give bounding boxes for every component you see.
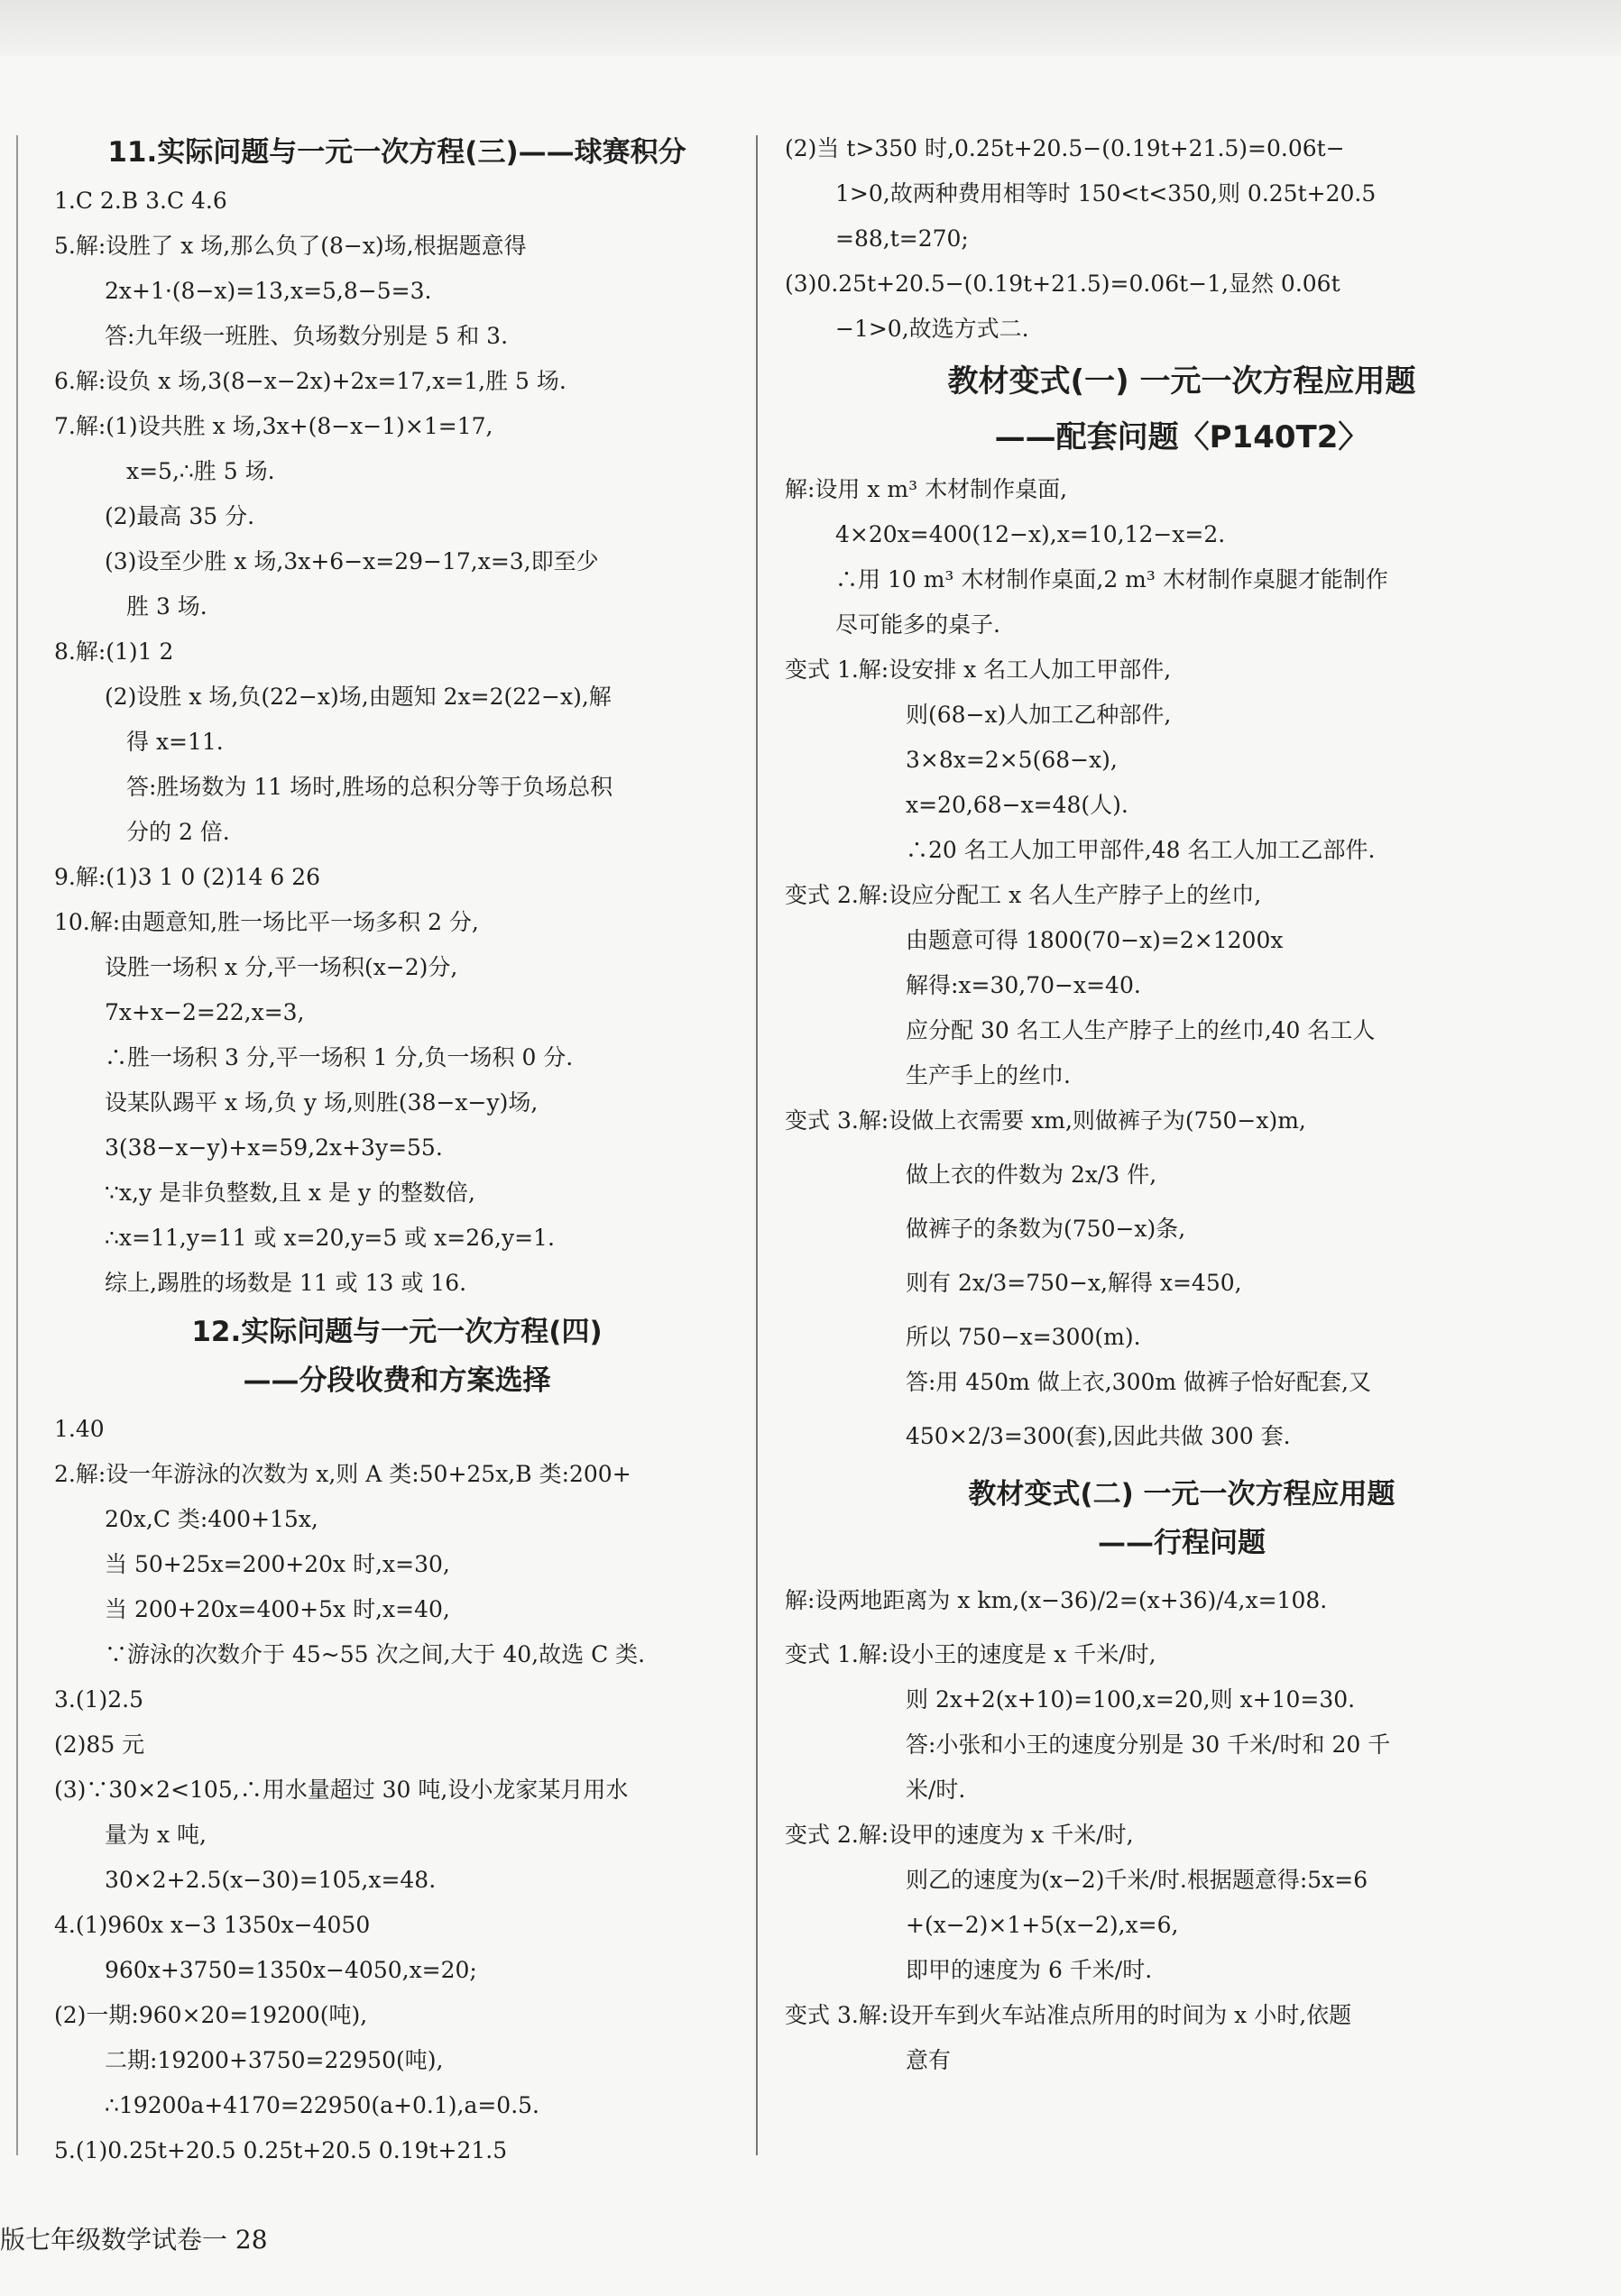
answer-line: 30×2+2.5(x−30)=105,x=48. [105, 1867, 437, 1893]
answer-line: 960x+3750=1350x−4050,x=20; [105, 1957, 477, 1983]
answer-line: 答:九年级一班胜、负场数分别是 5 和 3. [105, 323, 509, 349]
answer-line: 则(68−x)人加工乙种部件, [906, 702, 1172, 728]
answer-line: 当 200+20x=400+5x 时,x=40, [105, 1596, 450, 1622]
answer-line: 解:设用 x m³ 木材制作桌面, [785, 476, 1068, 502]
answer-line: 4×20x=400(12−x),x=10,12−x=2. [835, 521, 1226, 547]
answer-line: 3(38−x−y)+x=59,2x+3y=55. [105, 1134, 443, 1161]
section-title-variant-1: 教材变式(一) 一元一次方程应用题 [947, 363, 1416, 400]
answer-line: 二期:19200+3750=22950(吨), [105, 2047, 444, 2073]
answer-line: 设胜一场积 x 分,平一场积(x−2)分, [105, 954, 458, 980]
answer-line: 3.(1)2.5 [54, 1686, 144, 1713]
answer-line: 1.C 2.B 3.C 4.6 [54, 188, 227, 214]
section-subtitle-variant-1: ——配套问题〈P140T2〉 [994, 419, 1369, 455]
answer-line: 胜 3 场. [126, 593, 207, 620]
answer-line: 解得:x=30,70−x=40. [906, 972, 1141, 998]
answer-line: 答:胜场数为 11 场时,胜场的总积分等于负场总积 [126, 774, 613, 800]
page-footer: 版七年级数学试卷一 28 [0, 2225, 268, 2255]
answer-line: x=20,68−x=48(人). [906, 792, 1128, 818]
column-divider [756, 135, 758, 2155]
answer-line: 即甲的速度为 6 千米/时. [906, 1957, 1153, 1983]
answer-line: 答:小张和小王的速度分别是 30 千米/时和 20 千 [906, 1731, 1391, 1758]
answer-line: 量为 x 吨, [105, 1822, 207, 1848]
answer-line: (2)最高 35 分. [105, 503, 255, 529]
section-title-variant-2: 教材变式(二) 一元一次方程应用题 [968, 1478, 1395, 1511]
answer-line: 20x,C 类:400+15x, [105, 1506, 318, 1532]
answer-line: 解:设两地距离为 x km,(x−36)/2=(x+36)/4,x=108. [785, 1587, 1328, 1613]
answer-line: =88,t=270; [835, 225, 969, 252]
answer-line: 米/时. [906, 1777, 966, 1803]
section-subtitle-12: ——分段收费和方案选择 [243, 1364, 551, 1397]
answer-line: 则有 2x/3=750−x,解得 x=450, [906, 1270, 1242, 1296]
answer-line: 生产手上的丝巾. [906, 1062, 1071, 1088]
answer-line: x=5,∴胜 5 场. [126, 458, 275, 484]
answer-line: 9.解:(1)3 1 0 (2)14 6 26 [54, 864, 321, 890]
answer-line: 所以 750−x=300(m). [906, 1324, 1141, 1350]
answer-line: 变式 3.解:设做上衣需要 xm,则做裤子为(750−x)m, [785, 1107, 1306, 1134]
answer-line: 做裤子的条数为(750−x)条, [906, 1216, 1186, 1242]
answer-line: 变式 1.解:设小王的速度是 x 千米/时, [785, 1641, 1156, 1667]
answer-line: 5.(1)0.25t+20.5 0.25t+20.5 0.19t+21.5 [54, 2137, 508, 2163]
answer-line: 1.40 [54, 1416, 105, 1442]
answer-line: (2)设胜 x 场,负(22−x)场,由题知 2x=2(22−x),解 [105, 684, 612, 710]
answer-line: −1>0,故选方式二. [835, 316, 1029, 342]
answer-line: 变式 1.解:设安排 x 名工人加工甲部件, [785, 657, 1172, 683]
answer-line: 10.解:由题意知,胜一场比平一场多积 2 分, [54, 909, 479, 935]
answer-line: 8.解:(1)1 2 [54, 638, 174, 665]
section-title-12: 12.实际问题与一元一次方程(四) [191, 1316, 603, 1348]
answer-line: 1>0,故两种费用相等时 150<t<350,则 0.25t+20.5 [835, 180, 1377, 207]
left-column [54, 126, 740, 2173]
left-margin-rule [16, 135, 18, 2155]
answer-line: ∴19200a+4170=22950(a+0.1),a=0.5. [105, 2092, 540, 2118]
answer-line: 得 x=11. [126, 729, 224, 755]
answer-line: 7x+x−2=22,x=3, [105, 999, 305, 1025]
answer-line: (2)当 t>350 时,0.25t+20.5−(0.19t+21.5)=0.06t− [785, 135, 1345, 161]
section-title-11: 11.实际问题与一元一次方程(三)——球赛积分 [107, 136, 686, 169]
answer-line: 3×8x=2×5(68−x), [906, 747, 1118, 773]
answer-line: 则乙的速度为(x−2)千米/时.根据题意得:5x=6 [906, 1867, 1368, 1893]
scan-top-band [0, 0, 1621, 56]
answer-line: ∴x=11,y=11 或 x=20,y=5 或 x=26,y=1. [105, 1225, 555, 1251]
answer-line: ∴用 10 m³ 木材制作桌面,2 m³ 木材制作桌腿才能制作 [835, 566, 1388, 592]
answer-line: 2x+1·(8−x)=13,x=5,8−5=3. [105, 278, 432, 304]
answer-line: 答:用 450m 做上衣,300m 做裤子恰好配套,又 [906, 1369, 1372, 1395]
answer-line: ∵x,y 是非负整数,且 x 是 y 的整数倍, [105, 1180, 475, 1206]
answer-line: (3)0.25t+20.5−(0.19t+21.5)=0.06t−1,显然 0.06t [785, 271, 1340, 297]
answer-line: ∴20 名工人加工甲部件,48 名工人加工乙部件. [906, 837, 1376, 863]
answer-line: (3)设至少胜 x 场,3x+6−x=29−17,x=3,即至少 [105, 548, 599, 574]
answer-line: 尽可能多的桌子. [835, 611, 1000, 638]
answer-line: 则 2x+2(x+10)=100,x=20,则 x+10=30. [906, 1686, 1356, 1713]
answer-line: (2)85 元 [54, 1731, 145, 1758]
answer-line: 意有 [906, 2047, 952, 2073]
answer-line: 分的 2 倍. [126, 819, 230, 845]
answer-line: 5.解:设胜了 x 场,那么负了(8−x)场,根据题意得 [54, 233, 527, 259]
answer-line: 4.(1)960x x−3 1350x−4050 [54, 1912, 371, 1938]
answer-line: 当 50+25x=200+20x 时,x=30, [105, 1551, 450, 1577]
answer-line: ∵游泳的次数介于 45~55 次之间,大于 40,故选 C 类. [105, 1641, 646, 1667]
answer-line: (2)一期:960×20=19200(吨), [54, 2002, 368, 2028]
answer-line: 7.解:(1)设共胜 x 场,3x+(8−x−1)×1=17, [54, 413, 493, 439]
answer-line: 变式 3.解:设开车到火车站准点所用的时间为 x 小时,依题 [785, 2002, 1352, 2028]
right-column [785, 126, 1579, 2083]
answer-line: 做上衣的件数为 2x/3 件, [906, 1162, 1157, 1188]
answer-line: 变式 2.解:设应分配工 x 名人生产脖子上的丝巾, [785, 882, 1262, 908]
answer-line: 450×2/3=300(套),因此共做 300 套. [906, 1423, 1291, 1449]
answer-line: 应分配 30 名工人生产脖子上的丝巾,40 名工人 [906, 1017, 1376, 1043]
answer-line: ∴胜一场积 3 分,平一场积 1 分,负一场积 0 分. [105, 1044, 574, 1070]
answer-line: 2.解:设一年游泳的次数为 x,则 A 类:50+25x,B 类:200+ [54, 1461, 631, 1487]
answer-line: 6.解:设负 x 场,3(8−x−2x)+2x=17,x=1,胜 5 场. [54, 368, 566, 394]
answer-line: +(x−2)×1+5(x−2),x=6, [906, 1912, 1179, 1938]
answer-line: (3)∵30×2<105,∴用水量超过 30 吨,设小龙家某月用水 [54, 1777, 629, 1803]
answer-line: 设某队踢平 x 场,负 y 场,则胜(38−x−y)场, [105, 1089, 539, 1116]
section-subtitle-variant-2: ——行程问题 [1098, 1527, 1266, 1559]
answer-line: 综上,踢胜的场数是 11 或 13 或 16. [105, 1270, 467, 1296]
answer-line: 变式 2.解:设甲的速度为 x 千米/时, [785, 1822, 1134, 1848]
answer-line: 由题意可得 1800(70−x)=2×1200x [906, 927, 1284, 953]
